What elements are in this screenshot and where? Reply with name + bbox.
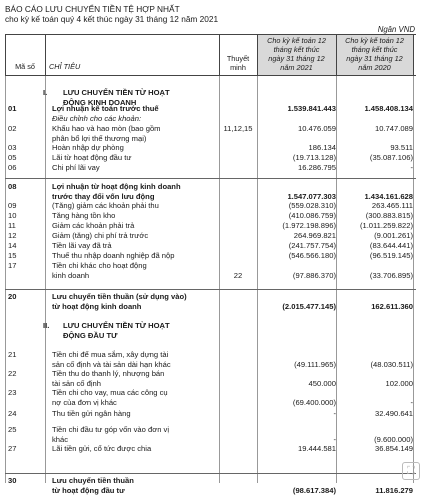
row-label-line: Lưu chuyển tiền thuần [52,476,217,486]
row-value-previous: 162.611.360 [336,302,413,312]
row-label [52,241,217,251]
header-item: CHỈ TIÊU [49,62,129,71]
row-value-current: (69.400.000) [257,398,336,408]
row-label [52,182,217,201]
row-value-previous: (9.600.000) [336,435,413,445]
row-label [52,104,217,114]
section-title-line: LƯU CHUYỂN TIỀN TỪ HOẠT [63,321,228,331]
row-label [52,409,217,419]
row-label [52,153,217,163]
row-value-previous: (96.519.145) [336,251,413,261]
row-value-current: 1.547.077.303 [257,192,336,202]
row-value-current: 1.539.841.443 [257,104,336,114]
row-label-line: Thuế thu nhập doanh nghiệp đã nộp [52,251,217,261]
row-label-line: nợ của đơn vị khác [52,398,217,408]
row-label-line: Tiền chi để mua sắm, xây dựng tài [52,350,217,360]
row-separator [5,289,416,290]
row-label-line: Chi phí lãi vay [52,163,217,173]
row-value-previous: 263.465.111 [336,201,413,211]
section-numeral: II. [43,321,49,331]
row-value-previous: - [336,398,413,408]
row-label-line: Hoàn nhập dự phòng [52,143,217,153]
row-label [52,114,217,124]
row-value-current: (98.617.384) [257,486,336,495]
row-label-line: Tiền chi đầu tư góp vốn vào đơn vị [52,425,217,435]
row-value-previous: (9.001.261) [336,231,413,241]
row-code: 02 [8,124,36,134]
row-label [52,350,217,369]
row-value-current: 450.000 [257,379,336,389]
row-label-line: Tiền lãi vay đã trả [52,241,217,251]
header-previous-period: Cho kỳ kế toán 12 tháng kết thúc ngày 31 tháng 12 năm 2020 [336,36,413,72]
row-value-previous: - [336,163,413,173]
row-label-line: khác [52,435,217,445]
row-label [52,143,217,153]
section-title-line: LƯU CHUYỂN TIỀN TỪ HOẠT [63,88,228,98]
row-note: 11,12,15 [219,124,257,134]
row-label-line: Tiền chi cho vay, mua các công cụ [52,388,217,398]
row-label [52,163,217,173]
row-label [52,292,217,311]
row-value-current: (559.028.310) [257,201,336,211]
row-label [52,261,217,280]
header-code: Mã số [5,62,45,71]
row-value-previous: 93.511 [336,143,413,153]
row-note: 22 [219,271,257,281]
row-value-current: (410.086.759) [257,211,336,221]
row-value-previous: (83.644.441) [336,241,413,251]
row-code: 27 [8,444,36,454]
row-separator [5,178,416,179]
row-value-previous: (48.030.511) [336,360,413,370]
row-value-current: (1.972.198.896) [257,221,336,231]
row-label-line: Tiền chi khác cho hoạt động [52,261,217,271]
row-value-previous: (35.087.106) [336,153,413,163]
row-value-current: 264.969.821 [257,231,336,241]
row-label [52,444,217,454]
row-code: 05 [8,153,36,163]
row-code: 10 [8,211,36,221]
row-code: 17 [8,261,36,271]
row-label-line: sản cố định và tài sản dài hạn khác [52,360,217,370]
row-label-line: từ hoạt động đầu tư [52,486,217,495]
section-title [63,321,228,340]
row-value-current: 16.286.795 [257,163,336,173]
row-value-current: (546.566.180) [257,251,336,261]
row-label-line: trước thay đổi vốn lưu động [52,192,217,202]
row-label-line: Lợi nhuận từ hoạt động kinh doanh [52,182,217,192]
row-label-line: Giảm (tăng) chi phí trả trước [52,231,217,241]
row-value-current: 186.134 [257,143,336,153]
row-label [52,251,217,261]
row-value-current: (241.757.754) [257,241,336,251]
report-period: cho kỳ kế toán quý 4 kết thúc ngày 31 tháng 12 năm 2021 [5,14,218,24]
row-label [52,425,217,444]
table-header [5,34,416,76]
row-value-previous: 10.747.089 [336,124,413,134]
row-code: 25 [8,425,36,435]
section-numeral: I. [43,88,47,98]
row-value-current: (49.111.965) [257,360,336,370]
row-label-line: Giảm các khoản phải trả [52,221,217,231]
row-label [52,369,217,388]
row-label-line: Lãi từ hoạt động đầu tư [52,153,217,163]
row-value-previous: 1.458.408.134 [336,104,413,114]
row-code: 20 [8,292,36,302]
row-label-line: Lợi nhuận kế toán trước thuế [52,104,217,114]
row-label [52,221,217,231]
row-code: 22 [8,369,36,379]
row-label-line: tài sản cố định [52,379,217,389]
row-value-previous: (300.883.815) [336,211,413,221]
row-code: 01 [8,104,36,114]
row-code: 30 [8,476,36,486]
row-value-previous: 1.434.161.628 [336,192,413,202]
row-value-current: 10.476.059 [257,124,336,134]
table-body [5,76,416,483]
section-title-line: ĐỘNG ĐẦU TƯ [63,331,228,341]
row-separator [5,473,416,474]
row-label-line: Tăng hàng tồn kho [52,211,217,221]
row-label-line: từ hoạt động kinh doanh [52,302,217,312]
row-value-previous: 102.000 [336,379,413,389]
row-code: 06 [8,163,36,173]
row-code: 09 [8,201,36,211]
row-label-line: (Tăng) giảm các khoản phải thu [52,201,217,211]
row-label-line: Tiền thu do thanh lý, nhượng bán [52,369,217,379]
row-label [52,124,217,143]
row-code: 08 [8,182,36,192]
row-code: 23 [8,388,36,398]
expand-icon[interactable]: ⛶ [402,462,420,480]
row-value-previous: 36.854.149 [336,444,413,454]
row-code: 24 [8,409,36,419]
row-value-current: (19.713.128) [257,153,336,163]
row-value-previous: (33.706.895) [336,271,413,281]
header-note: Thuyết minh [219,54,257,72]
row-code: 03 [8,143,36,153]
row-value-current: - [257,435,336,445]
row-code: 11 [8,221,36,231]
section-title-line: ĐỘNG KINH DOANH [63,98,228,108]
row-label [52,201,217,211]
row-value-previous: 32.490.641 [336,409,413,419]
row-value-previous: (1.011.259.822) [336,221,413,231]
row-label-line: phân bổ lợi thế thương mại) [52,134,217,144]
row-label-line: Lãi tiền gửi, cổ tức được chia [52,444,217,454]
row-code: 15 [8,251,36,261]
currency-unit: Ngân VND [378,25,415,34]
row-label [52,388,217,407]
row-label-line: Thu tiền gửi ngân hàng [52,409,217,419]
row-label-line: kinh doanh [52,271,217,281]
row-label [52,476,217,495]
row-value-current: (97.886.370) [257,271,336,281]
row-label-line: Điều chỉnh cho các khoản: [52,114,217,124]
row-value-current: (2.015.477.145) [257,302,336,312]
row-label [52,231,217,241]
row-value-current: - [257,409,336,419]
row-value-previous: 11.816.279 [336,486,413,495]
report-title: BÁO CÁO LƯU CHUYỂN TIỀN TỆ HỢP NHẤT [5,4,180,14]
header-current-period: Cho kỳ kế toán 12 tháng kết thúc ngày 31 tháng 12 năm 2021 [257,36,336,72]
row-value-current: 19.444.581 [257,444,336,454]
row-code: 12 [8,231,36,241]
row-code: 21 [8,350,36,360]
row-label-line: Lưu chuyển tiền thuần (sử dụng vào) [52,292,217,302]
row-label [52,211,217,221]
row-label-line: Khấu hao và hao mòn (bao gồm [52,124,217,134]
row-code: 14 [8,241,36,251]
